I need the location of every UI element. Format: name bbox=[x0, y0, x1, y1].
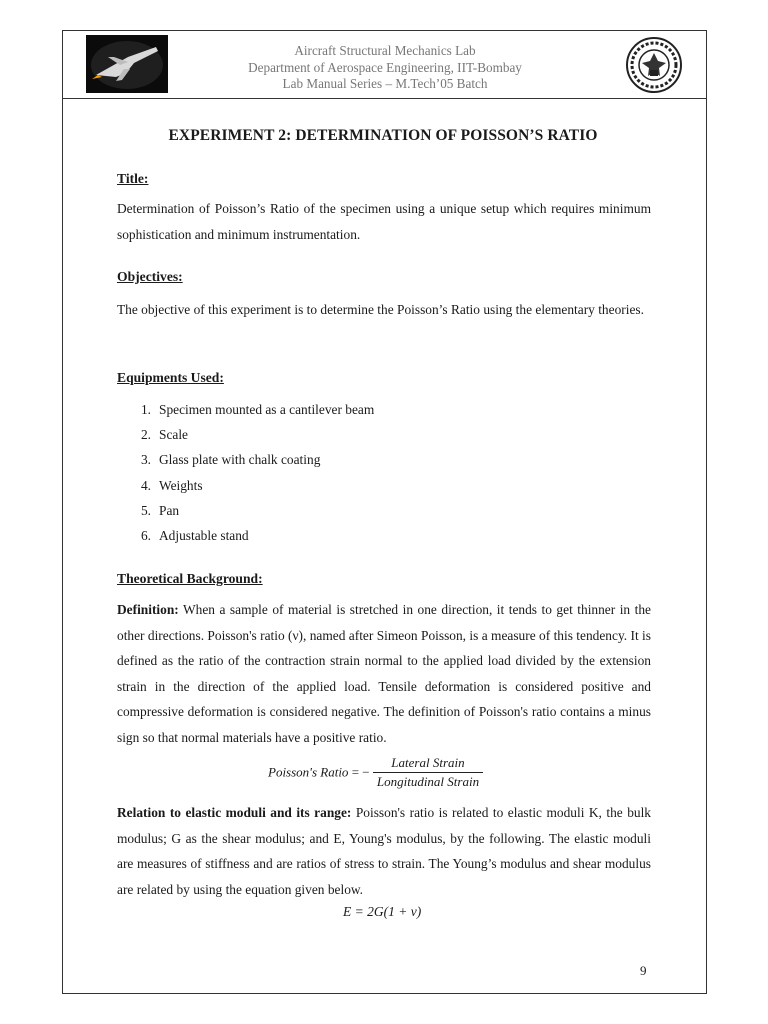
theory-heading: Theoretical Background: bbox=[117, 571, 263, 586]
equation-denominator: Longitudinal Strain bbox=[376, 774, 480, 789]
header-line-1: Aircraft Structural Mechanics Lab bbox=[294, 43, 476, 58]
title-section bbox=[117, 166, 651, 192]
equipments-list bbox=[117, 397, 537, 548]
relation-label: Relation to elastic moduli and its range: bbox=[117, 805, 352, 820]
equation-numerator: Lateral Strain bbox=[373, 754, 483, 773]
list-number: 1. bbox=[140, 402, 151, 417]
list-number: 3. bbox=[140, 452, 151, 468]
definition-paragraph bbox=[117, 597, 651, 750]
list-item bbox=[117, 498, 537, 523]
list-text: Specimen mounted as a cantilever beam bbox=[159, 402, 375, 417]
list-number: 6. bbox=[140, 528, 151, 544]
equation-lhs: Poisson's Ratio bbox=[268, 764, 349, 780]
iit-bombay-emblem bbox=[622, 36, 686, 94]
list-text: Pan bbox=[159, 502, 180, 518]
theory-section bbox=[117, 566, 651, 592]
equation-sign: = − bbox=[351, 764, 370, 780]
definition-label: Definition: bbox=[117, 602, 179, 617]
youngs-shear-equation: E = 2G(1 + ν) bbox=[343, 904, 422, 919]
relation-paragraph bbox=[117, 800, 651, 902]
list-number: 4. bbox=[140, 477, 151, 493]
list-text: Weights bbox=[159, 477, 203, 493]
header-line-2: Department of Aerospace Engineering, IIT-Bombay bbox=[248, 59, 522, 75]
list-item bbox=[117, 523, 537, 548]
list-text: Adjustable stand bbox=[159, 528, 249, 544]
list-number: 5. bbox=[140, 502, 151, 518]
poisson-equation bbox=[268, 754, 483, 791]
jet-aircraft-logo bbox=[86, 35, 168, 93]
page-number: 9 bbox=[640, 963, 647, 978]
definition-text: When a sample of material is stretched in one direction, it tends to get thinner in the other directions. Poisson's ratio (ν), named after Simeon Poisson, is a measure of this tendency. It is defined as the ratio of the contraction strain normal to the applied load divided by the extension strain in the direction of the applied load. Tensile deformation is considered positive and compressive deformation is considered negative. The definition of Poisson's ratio contains a minus sign so that normal materials have a positive ratio. bbox=[117, 602, 651, 745]
list-item bbox=[117, 397, 537, 422]
header-divider bbox=[62, 98, 707, 99]
header-line-3: Lab Manual Series – M.Tech’05 Batch bbox=[282, 76, 488, 91]
equipments-section bbox=[117, 365, 651, 391]
equipments-heading: Equipments Used: bbox=[117, 370, 224, 385]
list-text: Glass plate with chalk coating bbox=[159, 452, 321, 468]
list-item bbox=[117, 447, 537, 472]
list-text: Scale bbox=[159, 427, 188, 443]
equation-fraction bbox=[373, 754, 483, 791]
header bbox=[190, 43, 580, 93]
title-heading: Title: bbox=[117, 171, 149, 186]
objectives-heading: Objectives: bbox=[117, 269, 183, 284]
list-item bbox=[117, 422, 537, 447]
objectives-section bbox=[117, 264, 651, 290]
objectives-text: The objective of this experiment is to determine the Poisson’s Ratio using the elementary theories. bbox=[117, 302, 644, 317]
title-text: Determination of Poisson’s Ratio of the specimen using a unique setup which requires minimum sophistication and minimum instrumentation. bbox=[117, 201, 651, 242]
experiment-title: EXPERIMENT 2: DETERMINATION OF POISSON’S RATIO bbox=[168, 127, 598, 144]
list-number: 2. bbox=[140, 427, 151, 443]
list-item bbox=[117, 473, 537, 498]
relation-text: Poisson's ratio is related to elastic moduli K, the bulk modulus; G as the shear modulus; and E, Young's modulus, by the following. The elastic moduli are measures of stiffness and are ratios of stress to strain. The Young’s modulus and shear modulus are related by using the equation given below. bbox=[117, 805, 652, 897]
